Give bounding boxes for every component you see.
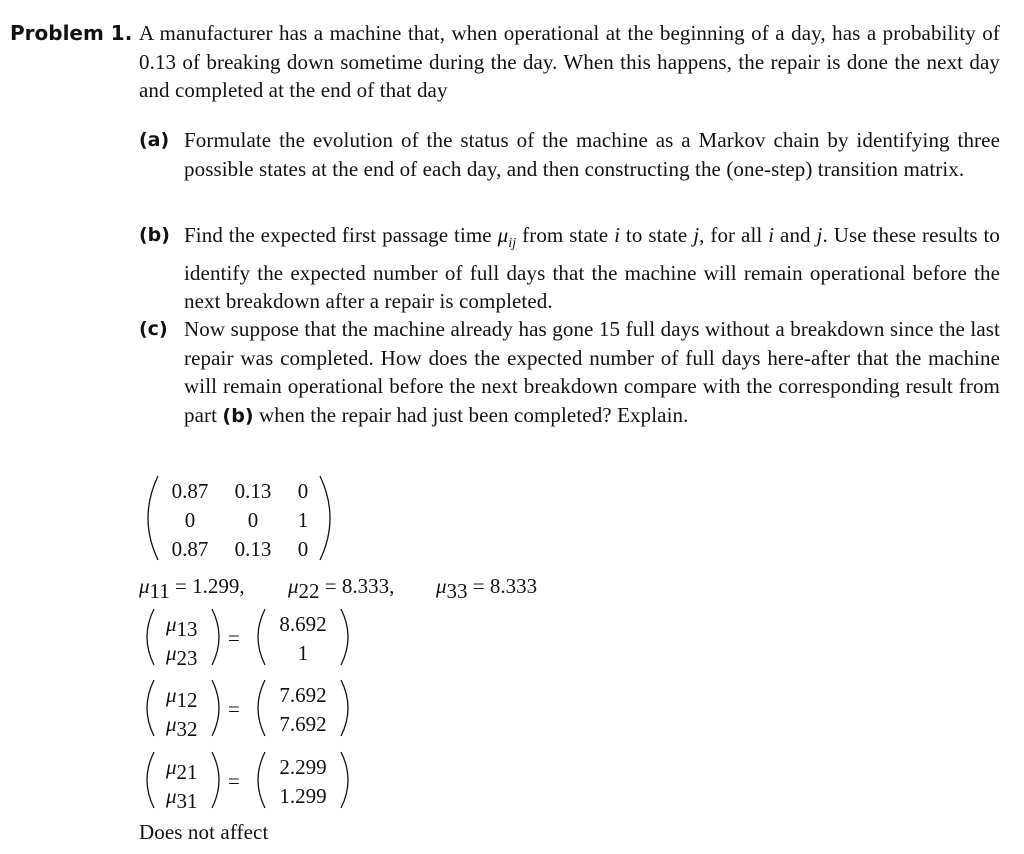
matrix-cell-r2-c2: 0 <box>247 508 259 532</box>
matrix-cell-r1-c3: 0 <box>297 479 309 503</box>
vector-3-equals: = <box>228 769 240 793</box>
part-b-text <box>184 221 1000 316</box>
part-b-text-3: to state <box>620 223 694 247</box>
vector-1-left-paren-b <box>258 609 265 665</box>
matrix-left-paren <box>148 476 158 560</box>
vector-1-value-bottom: 1 <box>297 641 309 665</box>
vector-1-right-paren-a <box>212 609 219 665</box>
var-i: i <box>614 223 621 247</box>
vector-mu21-mu31 <box>147 752 348 813</box>
mu22-term: μ22 = 8.333, <box>288 574 395 603</box>
vector-1-equals: = <box>228 626 240 650</box>
part-b-text-4: , for all <box>699 223 769 247</box>
mu11-term: μ11 = 1.299, <box>139 574 245 603</box>
problem-intro: A manufacturer has a machine that, when operational at the beginning of a day, has a probability of 0.13 of breaking down sometime during the day. When this happens, the repair is done the next day and completed at the end of that day <box>139 21 1000 103</box>
vector-2-right-paren-a <box>212 680 219 736</box>
part-b-text-5: and <box>774 223 817 247</box>
vector-mu13-mu23 <box>147 609 348 670</box>
part-c-text <box>184 315 1000 430</box>
vector-3-value-bottom: 1.299 <box>279 784 327 808</box>
part-a-label: (a) <box>139 129 170 151</box>
mu33-term: μ33 = 8.333 <box>436 574 538 603</box>
var-i-2: i <box>768 223 775 247</box>
vector-3-mu31: μ31 <box>166 784 198 813</box>
part-b-text-2: from state <box>516 223 615 247</box>
vector-2-value-bottom: 7.692 <box>279 712 327 736</box>
vector-3-value-top: 2.299 <box>279 755 327 779</box>
matrix-cell-r3-c3: 0 <box>297 537 309 561</box>
vector-2-mu12: μ12 <box>166 683 198 712</box>
vector-1-mu23: μ23 <box>166 641 198 670</box>
part-b-label: (b) <box>139 224 170 246</box>
var-j-2: j <box>816 223 823 247</box>
vector-2-right-paren-b <box>341 680 348 736</box>
vector-3-mu21: μ21 <box>166 755 198 784</box>
matrix-cell-r2-c3: 1 <box>297 508 309 532</box>
vector-1-mu13: μ13 <box>166 612 198 641</box>
vector-3-left-paren-a <box>147 752 154 808</box>
mu-subscript: ij <box>508 236 517 252</box>
part-c-text-1: Now suppose that the machine already has gone 15 full days without a breakdown since the last repair was completed. How does the expected number of full days here-after that the machine will remain operational before the next breakdown compare with the corresponding result from part <box>184 317 1000 427</box>
part-a-text: Formulate the evolution of the status of the machine as a Markov chain by identifying three possible states at the end of each day, and then constructing the (one-step) transition matrix. <box>184 128 1000 181</box>
matrix-cell-r1-c2: 0.13 <box>234 479 272 503</box>
matrix-cell-r3-c2: 0.13 <box>234 537 272 561</box>
matrix-right-paren <box>320 476 330 560</box>
vector-1-left-paren-a <box>147 609 154 665</box>
vector-3-left-paren-b <box>258 752 265 808</box>
matrix-cell-r2-c1: 0 <box>184 508 196 532</box>
mu-values <box>138 574 537 603</box>
part-b-text-6: . Use these results to identify the expected number of full days that the machine will remain operational before the next breakdown after a repair is completed. <box>184 223 1000 314</box>
vector-mu12-mu32 <box>147 680 348 741</box>
part-b-reference: (b) <box>222 404 254 427</box>
conclusion-text: Does not affect <box>139 820 269 844</box>
vector-2-equals: = <box>228 697 240 721</box>
vector-1-value-top: 8.692 <box>279 612 327 636</box>
vector-2-value-top: 7.692 <box>279 683 327 707</box>
vector-2-left-paren-b <box>258 680 265 736</box>
vector-1-right-paren-b <box>341 609 348 665</box>
mu-symbol: μ <box>497 223 509 247</box>
transition-matrix <box>148 476 330 561</box>
var-j: j <box>693 223 700 247</box>
part-c-label: (c) <box>139 318 168 340</box>
vector-2-left-paren-a <box>147 680 154 736</box>
part-b-text-1: Find the expected first passage time <box>184 223 498 247</box>
matrix-cell-r1-c1: 0.87 <box>171 479 209 503</box>
part-c-text-2: when the repair had just been completed? Explain. <box>253 402 689 427</box>
problem-heading: Problem 1. <box>10 21 133 45</box>
matrix-cell-r3-c1: 0.87 <box>171 537 209 561</box>
vector-3-right-paren-a <box>212 752 219 808</box>
vector-2-mu32: μ32 <box>166 712 198 741</box>
vector-3-right-paren-b <box>341 752 348 808</box>
